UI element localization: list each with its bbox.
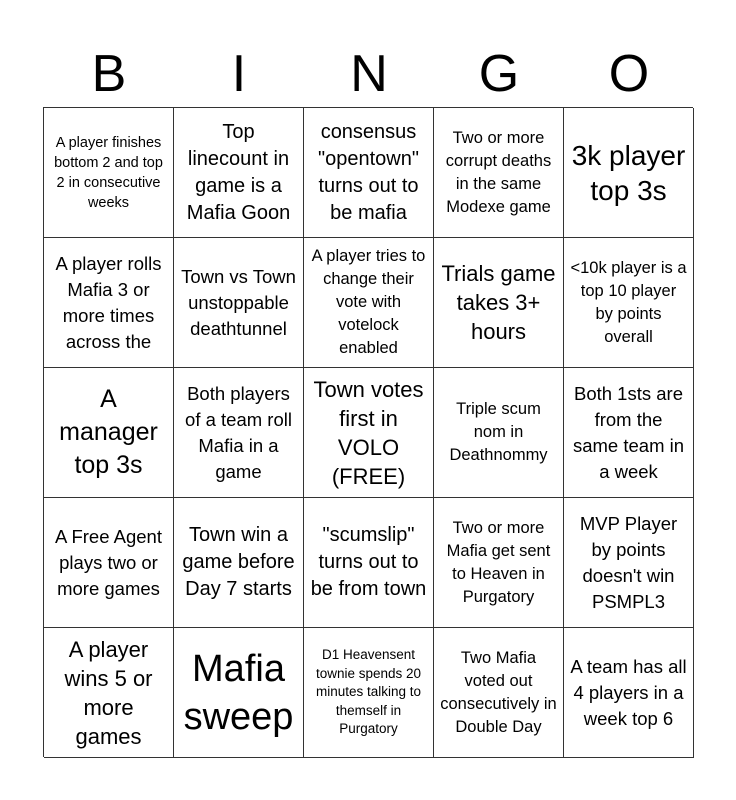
bingo-cell[interactable]	[44, 108, 174, 238]
header-letter-i: I	[231, 45, 247, 103]
bingo-cell[interactable]	[174, 238, 304, 368]
cell-text: consensus "opentown" turns out to be mafia	[318, 120, 419, 224]
header-letter-n: N	[350, 45, 388, 103]
cell-text: A Free Agent plays two or more games	[55, 525, 162, 599]
bingo-cell[interactable]	[304, 368, 434, 498]
header-letter-g: G	[478, 45, 520, 103]
cell-text: A player rolls Mafia 3 or more times across the	[55, 252, 162, 352]
bingo-cell[interactable]	[174, 628, 304, 758]
header-letter-o: O	[608, 45, 650, 103]
bingo-cell[interactable]	[44, 498, 174, 628]
cell-text: A manager top 3s	[59, 385, 158, 479]
cell-text: D1 Heavensent townie spends 20 minutes talking to themself in Purgatory	[315, 647, 422, 737]
bingo-cell[interactable]	[304, 238, 434, 368]
cell-text: Both players of a team roll Mafia in a game	[185, 382, 292, 482]
cell-text: Two or more Mafia get sent to Heaven in Purgatory	[446, 518, 551, 606]
cell-text: Two Mafia voted out consecutively in Double Day	[440, 648, 557, 736]
cell-text: <10k player is a top 10 player by points overall	[570, 258, 687, 346]
bingo-cell[interactable]	[434, 108, 564, 238]
bingo-cell[interactable]	[304, 498, 434, 628]
bingo-cell[interactable]	[564, 498, 694, 628]
cell-text: A player tries to change their vote with votelock enabled	[311, 247, 426, 357]
bingo-cell[interactable]	[564, 368, 694, 498]
cell-text: 3k player top 3s	[571, 139, 686, 206]
cell-text: Town win a game before Day 7 starts	[182, 524, 295, 600]
cell-text: Both 1sts are from the same team in a week	[572, 382, 685, 482]
header-letter-b: B	[91, 45, 127, 103]
bingo-cell[interactable]	[44, 368, 174, 498]
bingo-grid	[43, 107, 693, 757]
cell-text: MVP Player by points doesn't win PSMPL3	[579, 512, 678, 612]
bingo-cell[interactable]	[434, 368, 564, 498]
cell-text: Trials game takes 3+ hours	[441, 261, 556, 344]
cell-text: Triple scum nom in Deathnommy	[449, 400, 548, 464]
cell-text: "scumslip" turns out to be from town	[310, 524, 427, 600]
cell-text: Town vs Town unstoppable deathtunnel	[181, 265, 296, 339]
bingo-cell[interactable]	[564, 628, 694, 758]
bingo-cell[interactable]	[564, 238, 694, 368]
bingo-cell[interactable]	[434, 628, 564, 758]
bingo-cell[interactable]	[434, 238, 564, 368]
bingo-cell[interactable]	[174, 368, 304, 498]
cell-text: Two or more corrupt deaths in the same Modexe game	[445, 128, 552, 216]
bingo-cell[interactable]	[44, 238, 174, 368]
cell-text: A player finishes bottom 2 and top 2 in consecutive weeks	[54, 134, 163, 211]
bingo-cell[interactable]	[304, 108, 434, 238]
bingo-cell[interactable]	[174, 498, 304, 628]
bingo-cell[interactable]	[304, 628, 434, 758]
cell-text: Mafia sweep	[183, 647, 294, 738]
bingo-cell[interactable]	[564, 108, 694, 238]
bingo-cell[interactable]	[434, 498, 564, 628]
bingo-header	[44, 40, 694, 108]
cell-text: Town votes first in VOLO (FREE)	[313, 376, 424, 489]
bingo-cell[interactable]	[44, 628, 174, 758]
cell-text: A team has all 4 players in a week top 6	[570, 655, 687, 729]
cell-text: Top linecount in game is a Mafia Goon	[186, 120, 291, 224]
bingo-cell[interactable]	[174, 108, 304, 238]
cell-text: A player wins 5 or more games	[64, 636, 153, 749]
